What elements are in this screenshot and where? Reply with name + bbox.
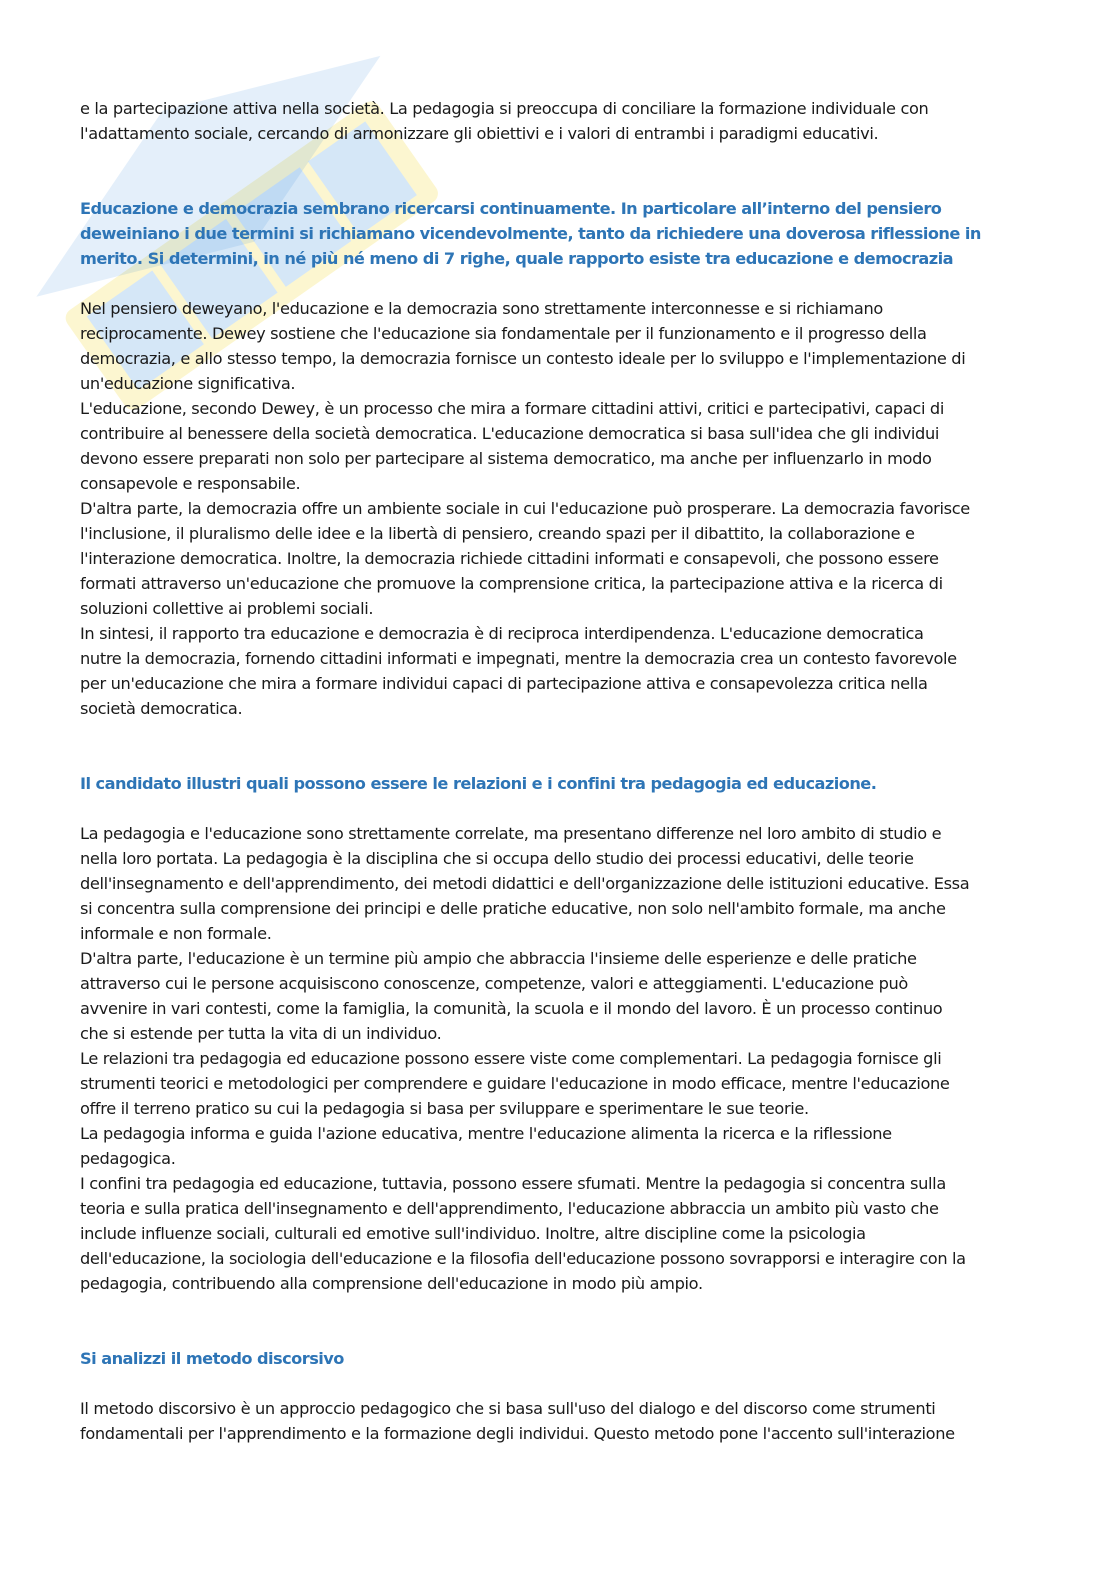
text-line: La pedagogia informa e guida l'azione educativa, mentre l'educazione alimenta la ricerca e la riflessione	[80, 1124, 892, 1143]
text-line: devono essere preparati non solo per partecipare al sistema democratico, ma anche per influenzarlo in modo	[80, 449, 932, 468]
text-line: include influenze sociali, culturali ed emotive sull'individuo. Inoltre, altre discipline come la psicologia	[80, 1224, 866, 1243]
intro-paragraph	[80, 96, 1040, 146]
question-heading	[80, 1346, 1040, 1371]
answer-paragraph	[80, 296, 1040, 721]
text-line: società democratica.	[80, 699, 243, 718]
text-line: si concentra sulla comprensione dei principi e delle pratiche educative, non solo nell'ambito formale, ma anche	[80, 899, 946, 918]
question-heading	[80, 196, 1040, 271]
text-line: un'educazione significativa.	[80, 374, 296, 393]
text-line: informale e non formale.	[80, 924, 272, 943]
text-line: L'educazione, secondo Dewey, è un processo che mira a formare cittadini attivi, critici e partecipativi, capaci di	[80, 399, 944, 418]
question-line: Il candidato illustri quali possono essere le relazioni e i confini tra pedagogia ed educazione.	[80, 774, 877, 793]
text-line: D'altra parte, l'educazione è un termine più ampio che abbraccia l'insieme delle esperienze e delle pratiche	[80, 949, 917, 968]
question-line: Educazione e democrazia sembrano ricercarsi continuamente. In particolare all’interno del pensiero	[80, 199, 942, 218]
text-line: l'adattamento sociale, cercando di armonizzare gli obiettivi e i valori di entrambi i paradigmi educativi.	[80, 124, 879, 143]
text-line: teoria e sulla pratica dell'insegnamento e dell'apprendimento, l'educazione abbraccia un ambito più vasto che	[80, 1199, 939, 1218]
text-line: nutre la democrazia, fornendo cittadini informati e impegnati, mentre la democrazia crea un contesto favorevole	[80, 649, 957, 668]
text-line: La pedagogia e l'educazione sono strettamente correlate, ma presentano differenze nel loro ambito di studio e	[80, 824, 942, 843]
question-line: merito. Si determini, in né più né meno di 7 righe, quale rapporto esiste tra educazione e democrazia	[80, 249, 954, 268]
text-line: D'altra parte, la democrazia offre un ambiente sociale in cui l'educazione può prosperare. La democrazia favorisce	[80, 499, 970, 518]
answer-paragraph	[80, 1396, 1040, 1446]
text-line: attraverso cui le persone acquisiscono conoscenze, competenze, valori e atteggiamenti. L'educazione può	[80, 974, 908, 993]
text-line: l'interazione democratica. Inoltre, la democrazia richiede cittadini informati e consapevoli, che possono essere	[80, 549, 939, 568]
text-line: democrazia, e allo stesso tempo, la democrazia fornisce un contesto ideale per lo sviluppo e l'implementazione di	[80, 349, 966, 368]
text-line: Nel pensiero deweyano, l'educazione e la democrazia sono strettamente interconnesse e si richiamano	[80, 299, 883, 318]
text-line: I confini tra pedagogia ed educazione, tuttavia, possono essere sfumati. Mentre la pedagogia si concentra sulla	[80, 1174, 946, 1193]
question-heading	[80, 771, 1040, 796]
text-line: Il metodo discorsivo è un approccio pedagogico che si basa sull'uso del dialogo e del discorso come strumenti	[80, 1399, 936, 1418]
text-line: offre il terreno pratico su cui la pedagogia si basa per sviluppare e sperimentare le sue teorie.	[80, 1099, 809, 1118]
text-line: Le relazioni tra pedagogia ed educazione possono essere viste come complementari. La pedagogia fornisce gli	[80, 1049, 942, 1068]
text-line: reciprocamente. Dewey sostiene che l'educazione sia fondamentale per il funzionamento e il progresso della	[80, 324, 927, 343]
answer-paragraph	[80, 821, 1040, 1296]
text-line: dell'insegnamento e dell'apprendimento, dei metodi didattici e dell'organizzazione delle istituzioni educative. Essa	[80, 874, 970, 893]
text-line: formati attraverso un'educazione che promuove la comprensione critica, la partecipazione attiva e la ricerca di	[80, 574, 943, 593]
text-line: avvenire in vari contesti, come la famiglia, la comunità, la scuola e il mondo del lavoro. È un processo continuo	[80, 999, 943, 1018]
text-line: pedagogia, contribuendo alla comprensione dell'educazione in modo più ampio.	[80, 1274, 703, 1293]
text-line: dell'educazione, la sociologia dell'educazione e la filosofia dell'educazione possono sovrapporsi e interagire con la	[80, 1249, 966, 1268]
text-line: consapevole e responsabile.	[80, 474, 301, 493]
text-line: l'inclusione, il pluralismo delle idee e la libertà di pensiero, creando spazi per il dibattito, la collaborazione e	[80, 524, 915, 543]
text-line: contribuire al benessere della società democratica. L'educazione democratica si basa sull'idea che gli individui	[80, 424, 940, 443]
text-line: In sintesi, il rapporto tra educazione e democrazia è di reciproca interdipendenza. L'educazione democratica	[80, 624, 924, 643]
text-line: nella loro portata. La pedagogia è la disciplina che si occupa dello studio dei processi educativi, delle teorie	[80, 849, 914, 868]
question-line: deweiniano i due termini si richiamano vicendevolmente, tanto da richiedere una doverosa riflessione in	[80, 224, 981, 243]
question-line: Si analizzi il metodo discorsivo	[80, 1349, 344, 1368]
text-line: e la partecipazione attiva nella società. La pedagogia si preoccupa di conciliare la formazione individuale con	[80, 99, 929, 118]
text-line: che si estende per tutta la vita di un individuo.	[80, 1024, 442, 1043]
text-line: soluzioni collettive ai problemi sociali.	[80, 599, 374, 618]
document-page	[80, 96, 1040, 1446]
text-line: strumenti teorici e metodologici per comprendere e guidare l'educazione in modo efficace, mentre l'educazione	[80, 1074, 950, 1093]
text-line: pedagogica.	[80, 1149, 176, 1168]
text-line: per un'educazione che mira a formare individui capaci di partecipazione attiva e consapevolezza critica nella	[80, 674, 928, 693]
text-line: fondamentali per l'apprendimento e la formazione degli individui. Questo metodo pone l'accento sull'interazione	[80, 1424, 955, 1443]
